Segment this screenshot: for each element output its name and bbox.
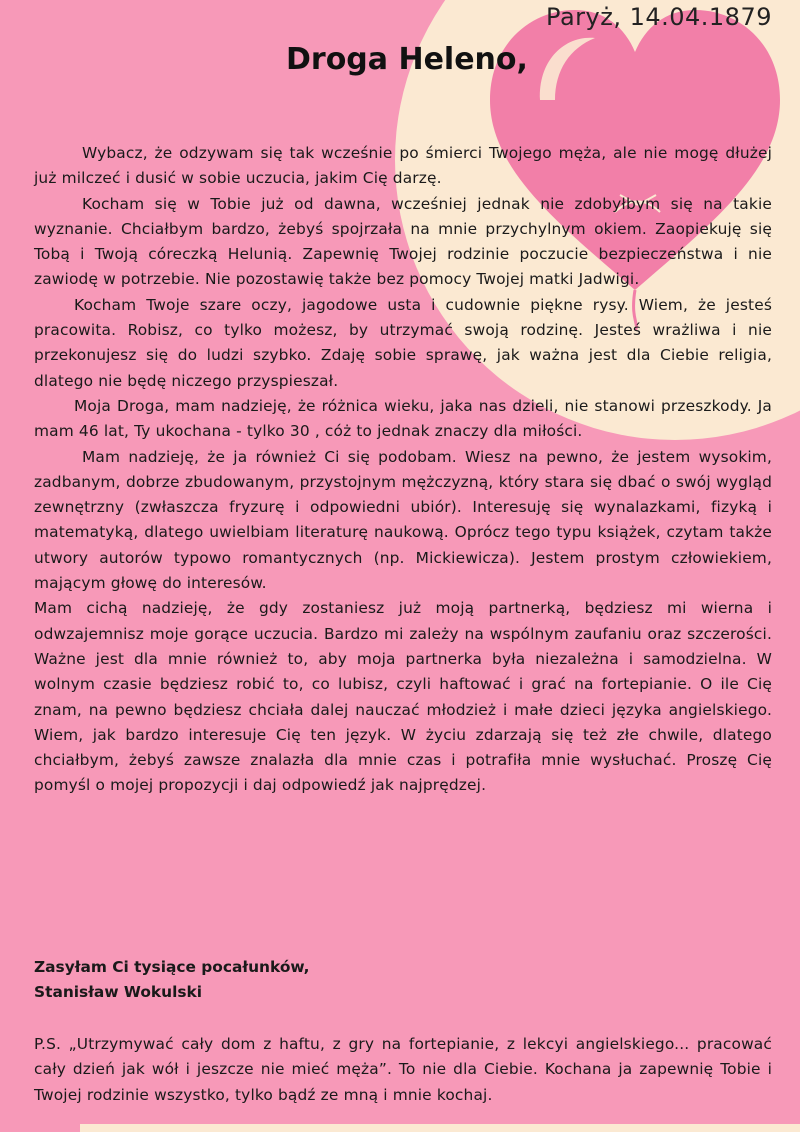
letter-paragraph: Kocham Twoje szare oczy, jagodowe usta i cudownie piękne rysy. Wiem, że jesteś pracowita. Robisz, co tylko możesz, by utrzymać swoją rodzinę. Jesteś wrażliwa i nie przekonujesz się do ludzi szybko. Zdaję sobie sprawę, jak ważna jest dla Ciebie religia, dlatego nie będę niczego przyspieszał. bbox=[34, 295, 772, 390]
letter-paragraph: Kocham się w Tobie już od dawna, wcześniej jednak nie zdobyłbym się na takie wyznanie. Chciałbym bardzo, żebyś spojrzała na mnie przychylnym okiem. Zaopiekuję się Tobą i Twoją córeczką Helunią. Zapewnię Twojej rodzinie poczucie bezpieczeństwa i nie zawiodę w potrzebie. Nie pozostawię także bez pomocy Twojej matki Jadwigi. bbox=[34, 194, 772, 289]
letter-paragraph: Mam nadzieję, że ja również Ci się podobam. Wiesz na pewno, że jestem wysokim, zadbanym, dobrze zbudowanym, przystojnym mężczyzną, który stara się dbać o swój wygląd zewnętrzny (zwłaszcza fryzurę i odpowiedni ubiór). Interesuję się wynalazkami, fizyką i matematyką, dlatego uwielbiam literaturę naukową. Oprócz tego typu książek, czytam także utwory autorów typowo romantycznych (np. Mickiewicza). Jestem prostym człowiekiem, mającym głowę do interesów. bbox=[34, 447, 772, 593]
letter-paragraph: Wybacz, że odzywam się tak wcześnie po śmierci Twojego męża, ale nie mogę dłużej już milczeć i dusić w sobie uczucia, jakim Cię darzę. bbox=[34, 144, 772, 188]
closing-line: Zasyłam Ci tysiące pocałunków, bbox=[34, 958, 310, 976]
signature-block bbox=[34, 955, 310, 1006]
letter-paragraph: Mam cichą nadzieję, że gdy zostaniesz już moją partnerką, będziesz mi wierna i odwzajemnisz moje gorące uczucia. Bardzo mi zależy na wspólnym zaufaniu oraz szczerości. Ważne jest dla mnie również to, aby moja partnerka była niezależna i samodzielna. W wolnym czasie będziesz robić to, co lubisz, czyli haftować i grać na fortepianie. O ile Cię znam, na pewno będziesz chciała dalej nauczać młodzież i małe dzieci języka angielskiego. Wiem, jak bardzo interesuje Cię ten język. W życiu zdarzają się też złe chwile, dlatego chciałbym, żebyś zawsze znalazła dla mnie czas i potrafiła mnie wysłuchać. Proszę Cię pomyśl o mojej propozycji i daj odpowiedź jak najprędzej. bbox=[34, 599, 772, 795]
letter-greeting: Droga Heleno, bbox=[286, 42, 528, 77]
bottom-strip bbox=[80, 1124, 800, 1132]
letter-paragraph: Moja Droga, mam nadzieję, że różnica wieku, jaka nas dzieli, nie stanowi przeszkody. Ja mam 46 lat, Ty ukochana - tylko 30 , cóż to jednak znaczy dla miłości. bbox=[34, 396, 772, 441]
postscript: P.S. „Utrzymywać cały dom z haftu, z gry na fortepianie, z lekcyi angielskiego... pracować cały dzień jak wół i jeszcze nie mieć męża”. To nie dla Ciebie. Kochana ja zapewnię Tobie i Twojej rodzinie wszystko, tylko bądź ze mną i mnie kochaj. bbox=[34, 1035, 772, 1104]
letter-body bbox=[34, 141, 772, 799]
letter-date: Paryż, 14.04.1879 bbox=[546, 3, 772, 31]
signature-name: Stanisław Wokulski bbox=[34, 983, 203, 1002]
